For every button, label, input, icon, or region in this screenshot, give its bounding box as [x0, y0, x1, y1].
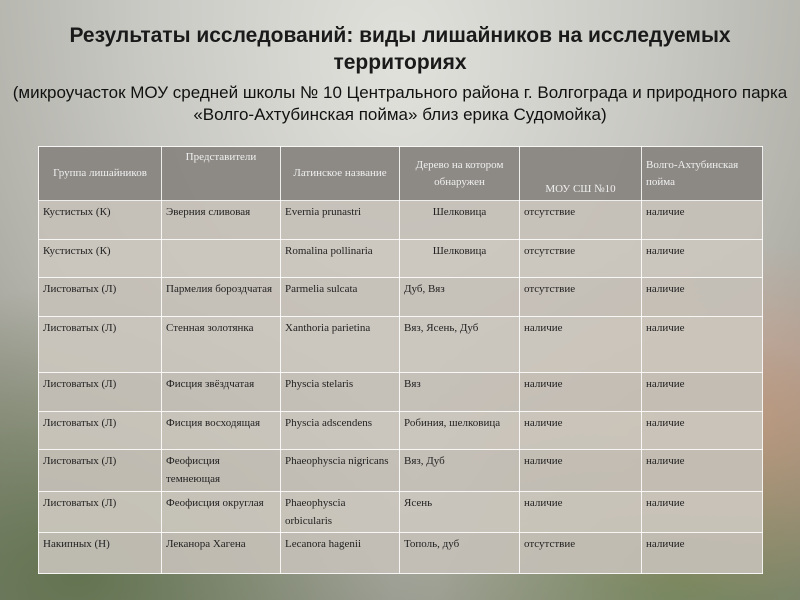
table-row: [39, 373, 763, 412]
cell-group: Листоватых (Л): [39, 373, 162, 412]
cell-representative: Феофисция округлая: [162, 491, 281, 533]
cell-school: наличие: [520, 373, 642, 412]
table-row: [39, 201, 763, 240]
cell-group: Кустистых (К): [39, 239, 162, 278]
table-row: [39, 316, 763, 373]
cell-floodplain: наличие: [642, 373, 763, 412]
cell-representative: Фисция восходящая: [162, 411, 281, 450]
cell-school: наличие: [520, 316, 642, 373]
cell-tree: Вяз, Дуб: [400, 450, 520, 492]
header-school: МОУ СШ №10: [520, 147, 642, 201]
cell-representative: [162, 239, 281, 278]
cell-latin: Romalina pollinaria: [281, 239, 400, 278]
cell-floodplain: наличие: [642, 278, 763, 317]
table-row: [39, 491, 763, 533]
cell-group: Листоватых (Л): [39, 450, 162, 492]
cell-representative: Фисция звёздчатая: [162, 373, 281, 412]
cell-latin: Phaeophyscia nigricans: [281, 450, 400, 492]
cell-tree: Ясень: [400, 491, 520, 533]
header-group: Группа лишайников: [39, 147, 162, 201]
cell-tree: Шелковица: [400, 201, 520, 240]
cell-group: Накипных (Н): [39, 533, 162, 574]
cell-tree: Шелковица: [400, 239, 520, 278]
cell-latin: Phaeophyscia orbicularis: [281, 491, 400, 533]
cell-representative: Пармелия бороздчатая: [162, 278, 281, 317]
cell-representative: Эверния сливовая: [162, 201, 281, 240]
table-row: [39, 411, 763, 450]
cell-representative: Стенная золотянка: [162, 316, 281, 373]
cell-floodplain: наличие: [642, 491, 763, 533]
cell-tree: Вяз, Ясень, Дуб: [400, 316, 520, 373]
table-body: [39, 201, 763, 574]
table-row: [39, 278, 763, 317]
cell-floodplain: наличие: [642, 201, 763, 240]
table-row: [39, 239, 763, 278]
cell-school: отсутствие: [520, 533, 642, 574]
cell-school: отсутствие: [520, 201, 642, 240]
cell-latin: Lecanora hagenii: [281, 533, 400, 574]
cell-school: наличие: [520, 411, 642, 450]
cell-tree: Вяз: [400, 373, 520, 412]
header-tree: Дерево на котором обнаружен: [400, 147, 520, 201]
cell-floodplain: наличие: [642, 239, 763, 278]
cell-latin: Physcia adscendens: [281, 411, 400, 450]
cell-latin: Parmelia sulcata: [281, 278, 400, 317]
cell-floodplain: наличие: [642, 533, 763, 574]
cell-group: Кустистых (К): [39, 201, 162, 240]
cell-group: Листоватых (Л): [39, 316, 162, 373]
results-table: [38, 146, 763, 574]
cell-representative: Феофисция темнеющая: [162, 450, 281, 492]
cell-school: отсутствие: [520, 278, 642, 317]
cell-floodplain: наличие: [642, 450, 763, 492]
cell-latin: Evernia prunastri: [281, 201, 400, 240]
cell-representative: Леканора Хагена: [162, 533, 281, 574]
page-subtitle: (микроучасток МОУ средней школы № 10 Центрального района г. Волгограда и природного парка «Волго-Ахтубинская пойма» близ ерика Судомойка): [12, 83, 788, 124]
table-row: [39, 450, 763, 492]
cell-latin: Xanthoria parietina: [281, 316, 400, 373]
table-header-row: [39, 147, 763, 201]
cell-latin: Physcia stelaris: [281, 373, 400, 412]
cell-tree: Робиния, шелковица: [400, 411, 520, 450]
results-table-container: [38, 146, 762, 574]
cell-school: отсутствие: [520, 239, 642, 278]
cell-group: Листоватых (Л): [39, 278, 162, 317]
cell-tree: Тополь, дуб: [400, 533, 520, 574]
cell-school: наличие: [520, 491, 642, 533]
cell-tree: Дуб, Вяз: [400, 278, 520, 317]
header-latin-name: Латинское название: [281, 147, 400, 201]
table-row: [39, 533, 763, 574]
cell-group: Листоватых (Л): [39, 491, 162, 533]
title-block: [10, 22, 790, 126]
header-representatives: Представители: [162, 147, 281, 201]
header-floodplain: Волго-Ахтубинская пойма: [642, 147, 763, 201]
cell-floodplain: наличие: [642, 411, 763, 450]
cell-group: Листоватых (Л): [39, 411, 162, 450]
cell-school: наличие: [520, 450, 642, 492]
page-title: Результаты исследований: виды лишайников на исследуемых территориях: [69, 24, 731, 74]
cell-floodplain: наличие: [642, 316, 763, 373]
